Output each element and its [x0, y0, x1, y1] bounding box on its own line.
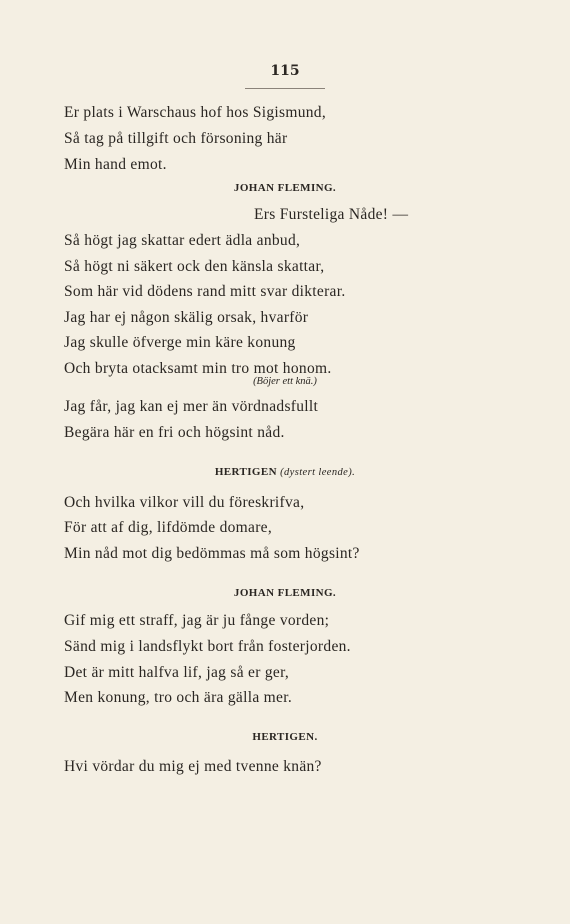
verse-line: Det är mitt halfva lif, jag så er ger,: [64, 664, 290, 681]
speaker-name: JOHAN FLEMING.: [233, 587, 337, 599]
speaker-heading: [0, 731, 570, 743]
speaker-name: JOHAN FLEMING.: [233, 182, 337, 194]
verse-line: Sänd mig i landsflykt bort från fosterjorden.: [64, 638, 351, 655]
verse-line: Så högt jag skattar edert ädla anbud,: [64, 232, 301, 249]
verse-line: Jag skulle öfverge min käre konung: [64, 334, 296, 351]
verse-line: Som här vid dödens rand mitt svar dikterar.: [64, 283, 346, 300]
verse-line: Hvi vördar du mig ej med tvenne knän?: [64, 758, 322, 775]
speaker-direction: (dystert leende).: [280, 467, 356, 478]
verse-line: Jag har ej någon skälig orsak, hvarför: [64, 309, 309, 326]
verse-line: Begära här en fri och högsint nåd.: [64, 424, 285, 441]
verse-line: För att af dig, lifdömde domare,: [64, 519, 273, 536]
speaker-heading: [0, 182, 570, 194]
verse-line: Och hvilka vilkor vill du föreskrifva,: [64, 494, 305, 511]
speaker-heading: [0, 466, 570, 478]
verse-line: Ers Fursteliga Nåde! —: [254, 206, 409, 223]
verse-line: Men konung, tro och ära gälla mer.: [64, 689, 292, 706]
speaker-heading: [0, 587, 570, 599]
verse-line: Min hand emot.: [64, 156, 167, 173]
verse-line: Min nåd mot dig bedömmas må som högsint?: [64, 545, 360, 562]
verse-line: Jag får, jag kan ej mer än vördnadsfullt: [64, 398, 319, 415]
verse-line: Så högt ni säkert ock den känsla skattar,: [64, 258, 325, 275]
verse-line: Er plats i Warschaus hof hos Sigismund,: [64, 104, 327, 121]
verse-line: Gif mig ett straff, jag är ju fånge vorden;: [64, 612, 330, 629]
speaker-name: HERTIGEN.: [252, 731, 318, 743]
verse-line: Så tag på tillgift och försoning här: [64, 130, 288, 147]
stage-direction: (Böjer ett knä.): [253, 376, 317, 387]
page-number: 115: [270, 63, 300, 79]
header-rule: [245, 88, 325, 89]
speaker-name: HERTIGEN: [214, 466, 277, 478]
verse-line: Och bryta otacksamt min tro mot honom.: [64, 360, 332, 377]
